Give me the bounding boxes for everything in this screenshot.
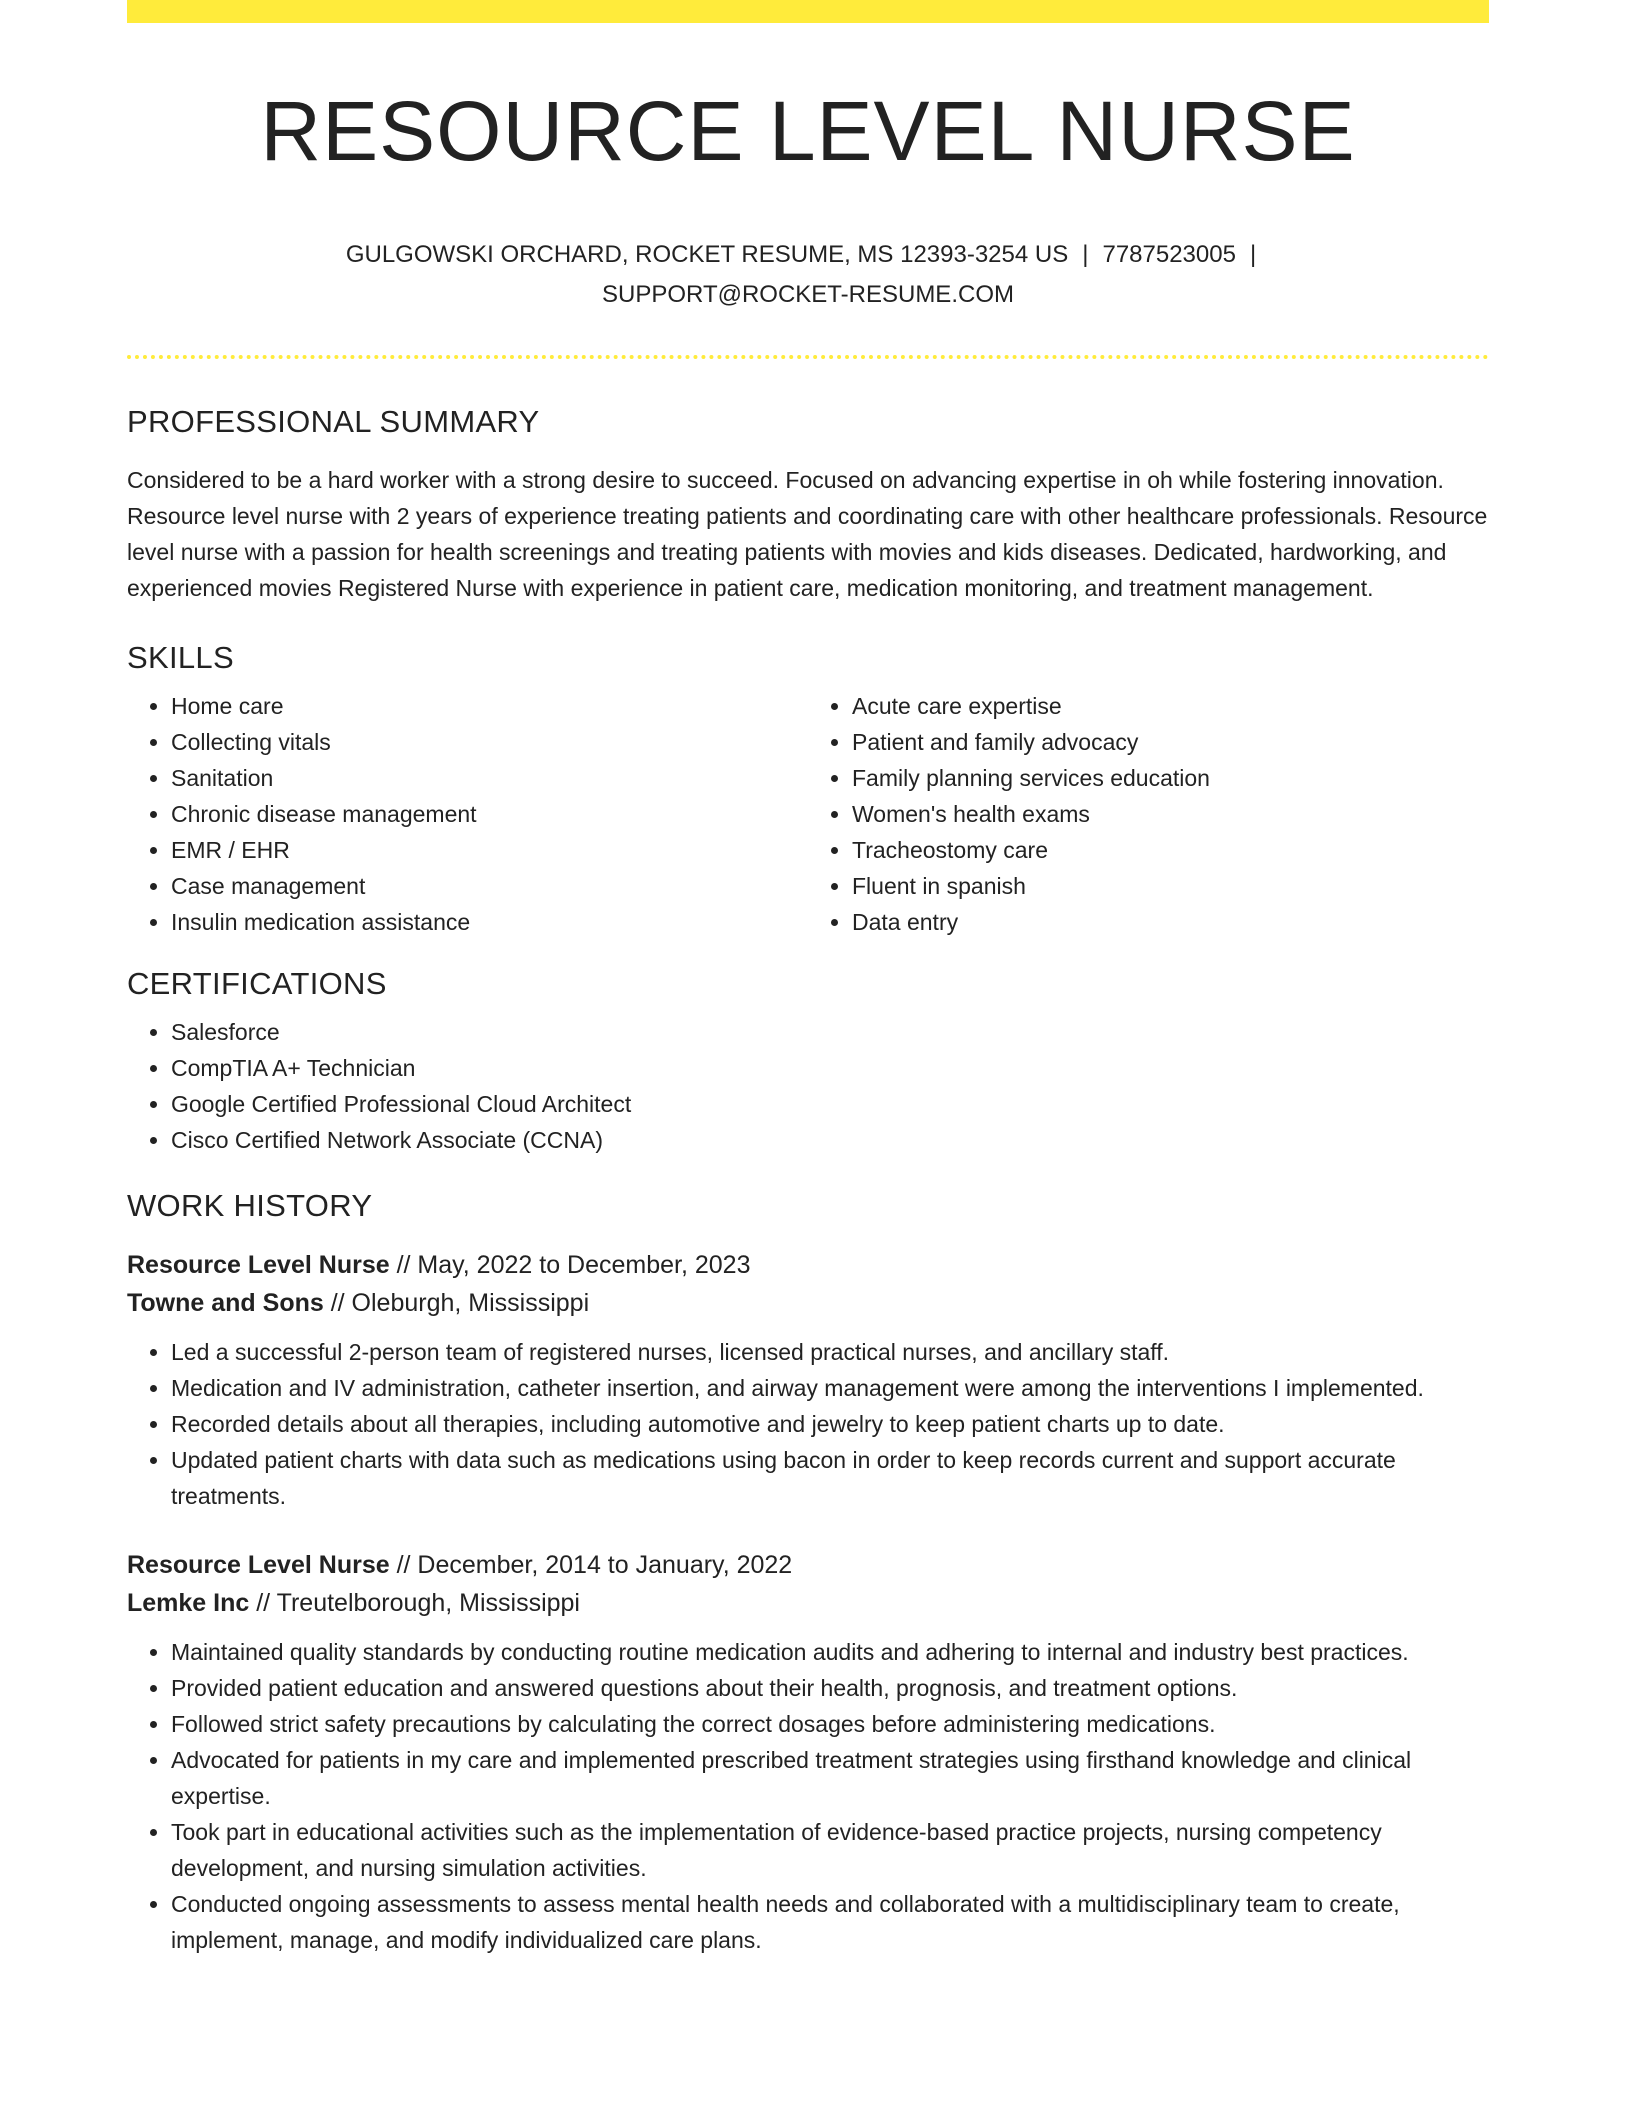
job-company: Lemke Inc bbox=[127, 1589, 250, 1618]
skill-item: • Women's health exams bbox=[852, 796, 1489, 832]
job-company: Towne and Sons bbox=[127, 1289, 324, 1318]
skill-item: • Collecting vitals bbox=[171, 724, 808, 760]
job-bullet: • Followed strict safety precautions by calculating the correct dosages before administering medications. bbox=[171, 1706, 1489, 1742]
summary-text: Considered to be a hard worker with a strong desire to succeed. Focused on advancing expertise in oh while fostering innovation. Resource level nurse with 2 years of experience treating patients and coordinating care with other healthcare professionals. Resource level nurse with a passion for health screenings and treating patients with movies and kids diseases. Dedicated, hardworking, and experienced movies Registered Nurse with experience in patient care, medication monitoring, and treatment management. bbox=[127, 467, 1488, 602]
job-title-line bbox=[127, 1546, 1489, 1584]
skill-item: • Acute care expertise bbox=[852, 688, 1489, 724]
skill-item: • Case management bbox=[171, 868, 808, 904]
job-bullet: • Maintained quality standards by conducting routine medication audits and adhering to internal and industry best practices. bbox=[171, 1634, 1489, 1670]
section-heading-skills: SKILLS bbox=[127, 640, 234, 676]
skill-item: • Chronic disease management bbox=[171, 796, 808, 832]
job-dates: // December, 2014 to January, 2022 bbox=[396, 1551, 793, 1580]
job-bullet: • Recorded details about all therapies, including automotive and jewelry to keep patient charts up to date. bbox=[171, 1406, 1489, 1442]
certification-item: • Google Certified Professional Cloud Architect bbox=[171, 1086, 1489, 1122]
skill-item: • Family planning services education bbox=[852, 760, 1489, 796]
skill-item: • Sanitation bbox=[171, 760, 808, 796]
section-heading-certifications: CERTIFICATIONS bbox=[127, 966, 387, 1002]
contact-phone[interactable]: 7787523005 bbox=[1102, 241, 1236, 269]
job-entry bbox=[127, 1246, 1489, 1514]
section-heading-work-history: WORK HISTORY bbox=[127, 1188, 373, 1224]
skills-list-left bbox=[127, 688, 808, 940]
job-bullet: • Led a successful 2-person team of registered nurses, licensed practical nurses, and ancillary staff. bbox=[171, 1334, 1489, 1370]
job-location: // Treutelborough, Mississippi bbox=[256, 1589, 580, 1618]
job-company-line bbox=[127, 1284, 1489, 1322]
resume-page bbox=[127, 0, 1489, 1958]
job-company-line bbox=[127, 1584, 1489, 1622]
skill-item: • Fluent in spanish bbox=[852, 868, 1489, 904]
skills-list-right bbox=[808, 688, 1489, 940]
job-title: Resource Level Nurse bbox=[127, 1551, 390, 1580]
contact-separator: | bbox=[1082, 241, 1089, 269]
section-heading-summary: PROFESSIONAL SUMMARY bbox=[127, 404, 540, 440]
job-bullet: • Provided patient education and answered questions about their health, prognosis, and treatment options. bbox=[171, 1670, 1489, 1706]
certification-item: • Cisco Certified Network Associate (CCNA) bbox=[171, 1122, 1489, 1158]
certification-item: • CompTIA A+ Technician bbox=[171, 1050, 1489, 1086]
job-entry bbox=[127, 1546, 1489, 1958]
job-bullet: • Conducted ongoing assessments to assess mental health needs and collaborated with a multidisciplinary team to create, implement, manage, and modify individualized care plans. bbox=[171, 1886, 1489, 1958]
job-location: // Oleburgh, Mississippi bbox=[330, 1289, 590, 1318]
contact-email[interactable]: SUPPORT@ROCKET-RESUME.COM bbox=[602, 281, 1014, 309]
skill-item: • EMR / EHR bbox=[171, 832, 808, 868]
skill-item: • Insulin medication assistance bbox=[171, 904, 808, 940]
professional-summary-section bbox=[127, 404, 1489, 606]
skill-item: • Data entry bbox=[852, 904, 1489, 940]
skill-item: • Patient and family advocacy bbox=[852, 724, 1489, 760]
certifications-list bbox=[127, 1014, 1489, 1158]
dotted-divider bbox=[127, 355, 1489, 359]
skills-columns bbox=[127, 688, 1489, 940]
contact-separator: | bbox=[1249, 241, 1257, 269]
contact-address: GULGOWSKI ORCHARD, ROCKET RESUME, MS 12393-3254 US bbox=[345, 241, 1069, 269]
certification-item: • Salesforce bbox=[171, 1014, 1489, 1050]
job-bullet: • Medication and IV administration, catheter insertion, and airway management were among the interventions I implemented. bbox=[171, 1370, 1489, 1406]
job-bullets bbox=[127, 1334, 1489, 1514]
job-title: Resource Level Nurse bbox=[127, 1251, 390, 1280]
job-title-line bbox=[127, 1246, 1489, 1284]
job-bullets bbox=[127, 1634, 1489, 1958]
resume-title: RESOURCE LEVEL NURSE bbox=[260, 84, 1356, 178]
certifications-section bbox=[127, 966, 1489, 1158]
top-accent-bar bbox=[127, 0, 1489, 23]
skill-item: • Home care bbox=[171, 688, 808, 724]
job-bullet: • Updated patient charts with data such as medications using bacon in order to keep records current and support accurate treatments. bbox=[171, 1442, 1489, 1514]
contact-info bbox=[127, 235, 1489, 315]
skill-item: • Tracheostomy care bbox=[852, 832, 1489, 868]
job-dates: // May, 2022 to December, 2023 bbox=[396, 1251, 751, 1280]
job-bullet: • Advocated for patients in my care and implemented prescribed treatment strategies using firsthand knowledge and clinical expertise. bbox=[171, 1742, 1489, 1814]
job-bullet: • Took part in educational activities such as the implementation of evidence-based practice projects, nursing competency development, and nursing simulation activities. bbox=[171, 1814, 1489, 1886]
work-history-section bbox=[127, 1188, 1489, 1958]
skills-section bbox=[127, 640, 1489, 940]
